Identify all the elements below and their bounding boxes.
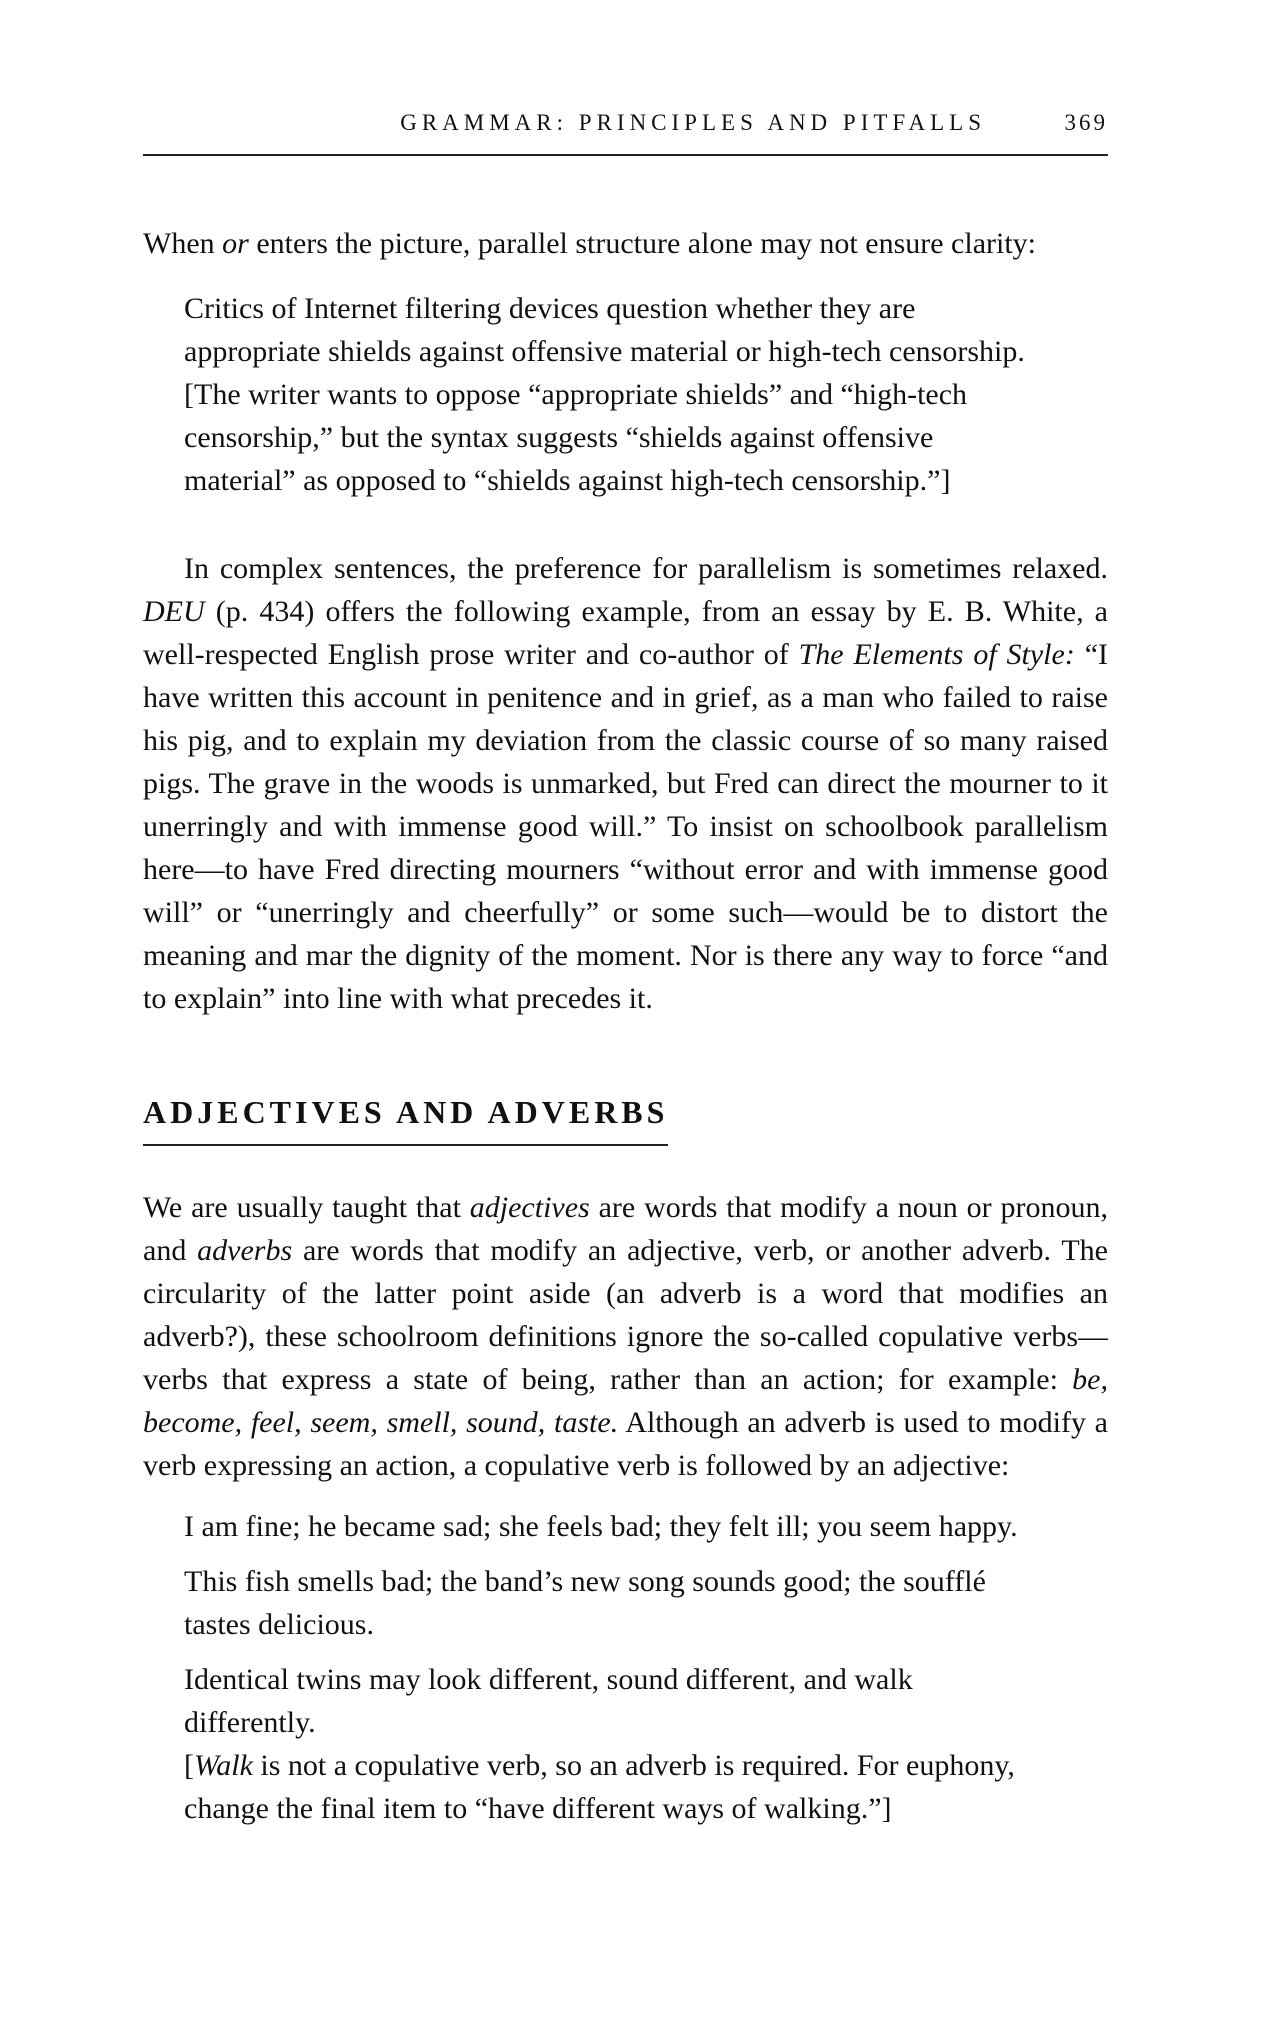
- page-number: 369: [1064, 110, 1108, 135]
- paragraph-adjectives: [143, 1186, 1108, 1487]
- text-run: In complex sentences, the preference for parallelism is sometimes relaxed.: [184, 552, 1108, 585]
- text-run: enters the picture, parallel structure alone may not ensure clarity:: [248, 227, 1037, 260]
- example-item: Identical twins may look different, sound different, and walk differently.: [184, 1663, 913, 1739]
- text-run: [: [184, 1749, 194, 1782]
- example-filtering: [184, 287, 1048, 502]
- paragraph-or-clarity: [143, 222, 1108, 265]
- italic-run: DEU: [143, 595, 205, 628]
- text-run: is not a copulative verb, so an adverb is required. For euphony, change the final item to “have different ways of walking.”]: [184, 1749, 1015, 1825]
- running-head: [143, 110, 1108, 156]
- example-note: [The writer wants to oppose “appropriate shields” and “high-tech censorship,” but the syntax suggests “shields against offensive material” as opposed to “shields against high-tech censorship.”]: [184, 378, 968, 497]
- page-content: [143, 222, 1108, 1830]
- paragraph-complex-sentences: [143, 547, 1108, 1020]
- text-run: are words that modify an adjective, verb, or another adverb. The circularity of the latter point aside (an adverb is a word that modifies an adverb?), these schoolroom definitions ignore the so-called copulative verbs—verbs that express a state of being, rather than an action; for example:: [143, 1234, 1108, 1396]
- text-run: When: [143, 227, 223, 260]
- italic-run: The Elements of Style:: [798, 638, 1075, 671]
- example-sentence: Critics of Internet filtering devices question whether they are appropriate shields against offensive material or high-tech censorship.: [184, 292, 1025, 368]
- italic-run: adverbs: [197, 1234, 293, 1267]
- section-heading: ADJECTIVES AND ADVERBS: [143, 1092, 668, 1146]
- example-item: I am fine; he became sad; she feels bad; they felt ill; you seem happy.: [184, 1510, 1018, 1543]
- text-run: Although an adverb is used to modify a verb expressing an action, a copulative verb is followed by an adjective:: [143, 1406, 1108, 1482]
- examples-copulative: [184, 1505, 1048, 1830]
- italic-run: adjectives: [469, 1191, 590, 1224]
- italic-run: Walk: [194, 1749, 253, 1782]
- text-run: are words that modify a noun or pronoun, and: [143, 1191, 1108, 1267]
- text-run: We are usually taught that: [143, 1191, 470, 1224]
- text-run: “I have written this account in penitence and in grief, as a man who failed to raise his pig, and to explain my deviation from the classic course of so many raised pigs. The grave in the woods is unmarked, but Fred can direct the mourner to it unerringly and with immense good will.” To insist on schoolbook parallelism here—to have Fred directing mourners “without error and with immense good will” or “unerringly and cheerfully” or some such—would be to distort the meaning and mar the dignity of the moment. Nor is there any way to force “and to explain” into line with what precedes it.: [143, 638, 1109, 1015]
- italic-run: or: [222, 227, 249, 260]
- text-run: (p. 434) offers the following example, from an essay by E. B. White, a well-respected English prose writer and co-author of: [143, 595, 1108, 671]
- italic-run: be, become, feel, seem, smell, sound, taste.: [143, 1363, 1108, 1439]
- example-item: This fish smells bad; the band’s new song sounds good; the soufflé tastes delicious.: [184, 1565, 986, 1641]
- running-title: GRAMMAR: PRINCIPLES AND PITFALLS: [400, 110, 986, 135]
- example-note: [184, 1744, 1048, 1830]
